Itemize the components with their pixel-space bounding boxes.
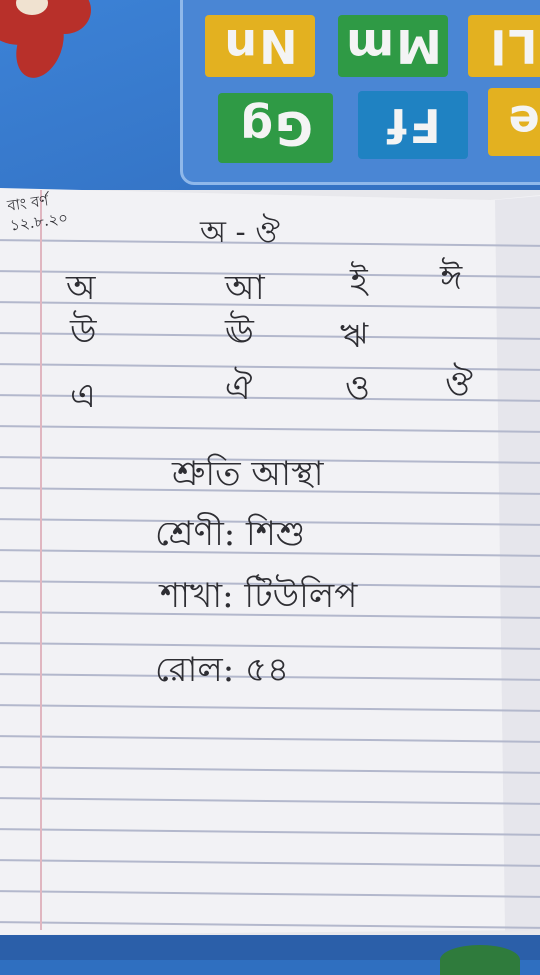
tile-ll-text: Ll <box>488 19 538 73</box>
vowel-r2-c3: ঋ <box>340 316 369 356</box>
vowel-r2-c2: ঊ <box>225 312 254 352</box>
vowel-r1-c2: আ <box>225 268 265 308</box>
vowel-r2-c1: উ <box>70 312 97 352</box>
date-note <box>6 188 69 236</box>
section-line: শাখা: টিউলিপ <box>160 576 358 616</box>
vowel-r1-c1: অ <box>66 268 96 308</box>
roll-line: রোল: ৫৪ <box>155 650 290 690</box>
date-line-1: বাং বর্ণ <box>6 191 50 215</box>
heading: অ - ঔ <box>200 215 280 250</box>
tile-gg-text: Gg <box>238 101 313 155</box>
tile-ff-text: Ff <box>385 98 441 152</box>
margin-line <box>40 190 42 930</box>
tile-mm-text: Mm <box>344 19 442 73</box>
vowel-r3-c3: ও <box>345 368 371 408</box>
class-line: শ্রেণী: শিশু <box>155 514 306 554</box>
tile-nn-text: Nn <box>222 19 298 73</box>
vowel-r1-c3: ই <box>350 261 368 301</box>
vowel-r3-c4: ঔ <box>445 364 473 404</box>
vowel-r3-c2: ঐ <box>225 368 253 408</box>
tile-e-text: e <box>506 95 540 149</box>
date-line-2: ১২.৮.২০ <box>8 208 70 235</box>
student-name: শ্রুতি আস্থা <box>172 454 324 494</box>
vowel-r3-c1: এ <box>70 376 96 416</box>
vowel-r1-c4: ঈ <box>440 258 463 298</box>
